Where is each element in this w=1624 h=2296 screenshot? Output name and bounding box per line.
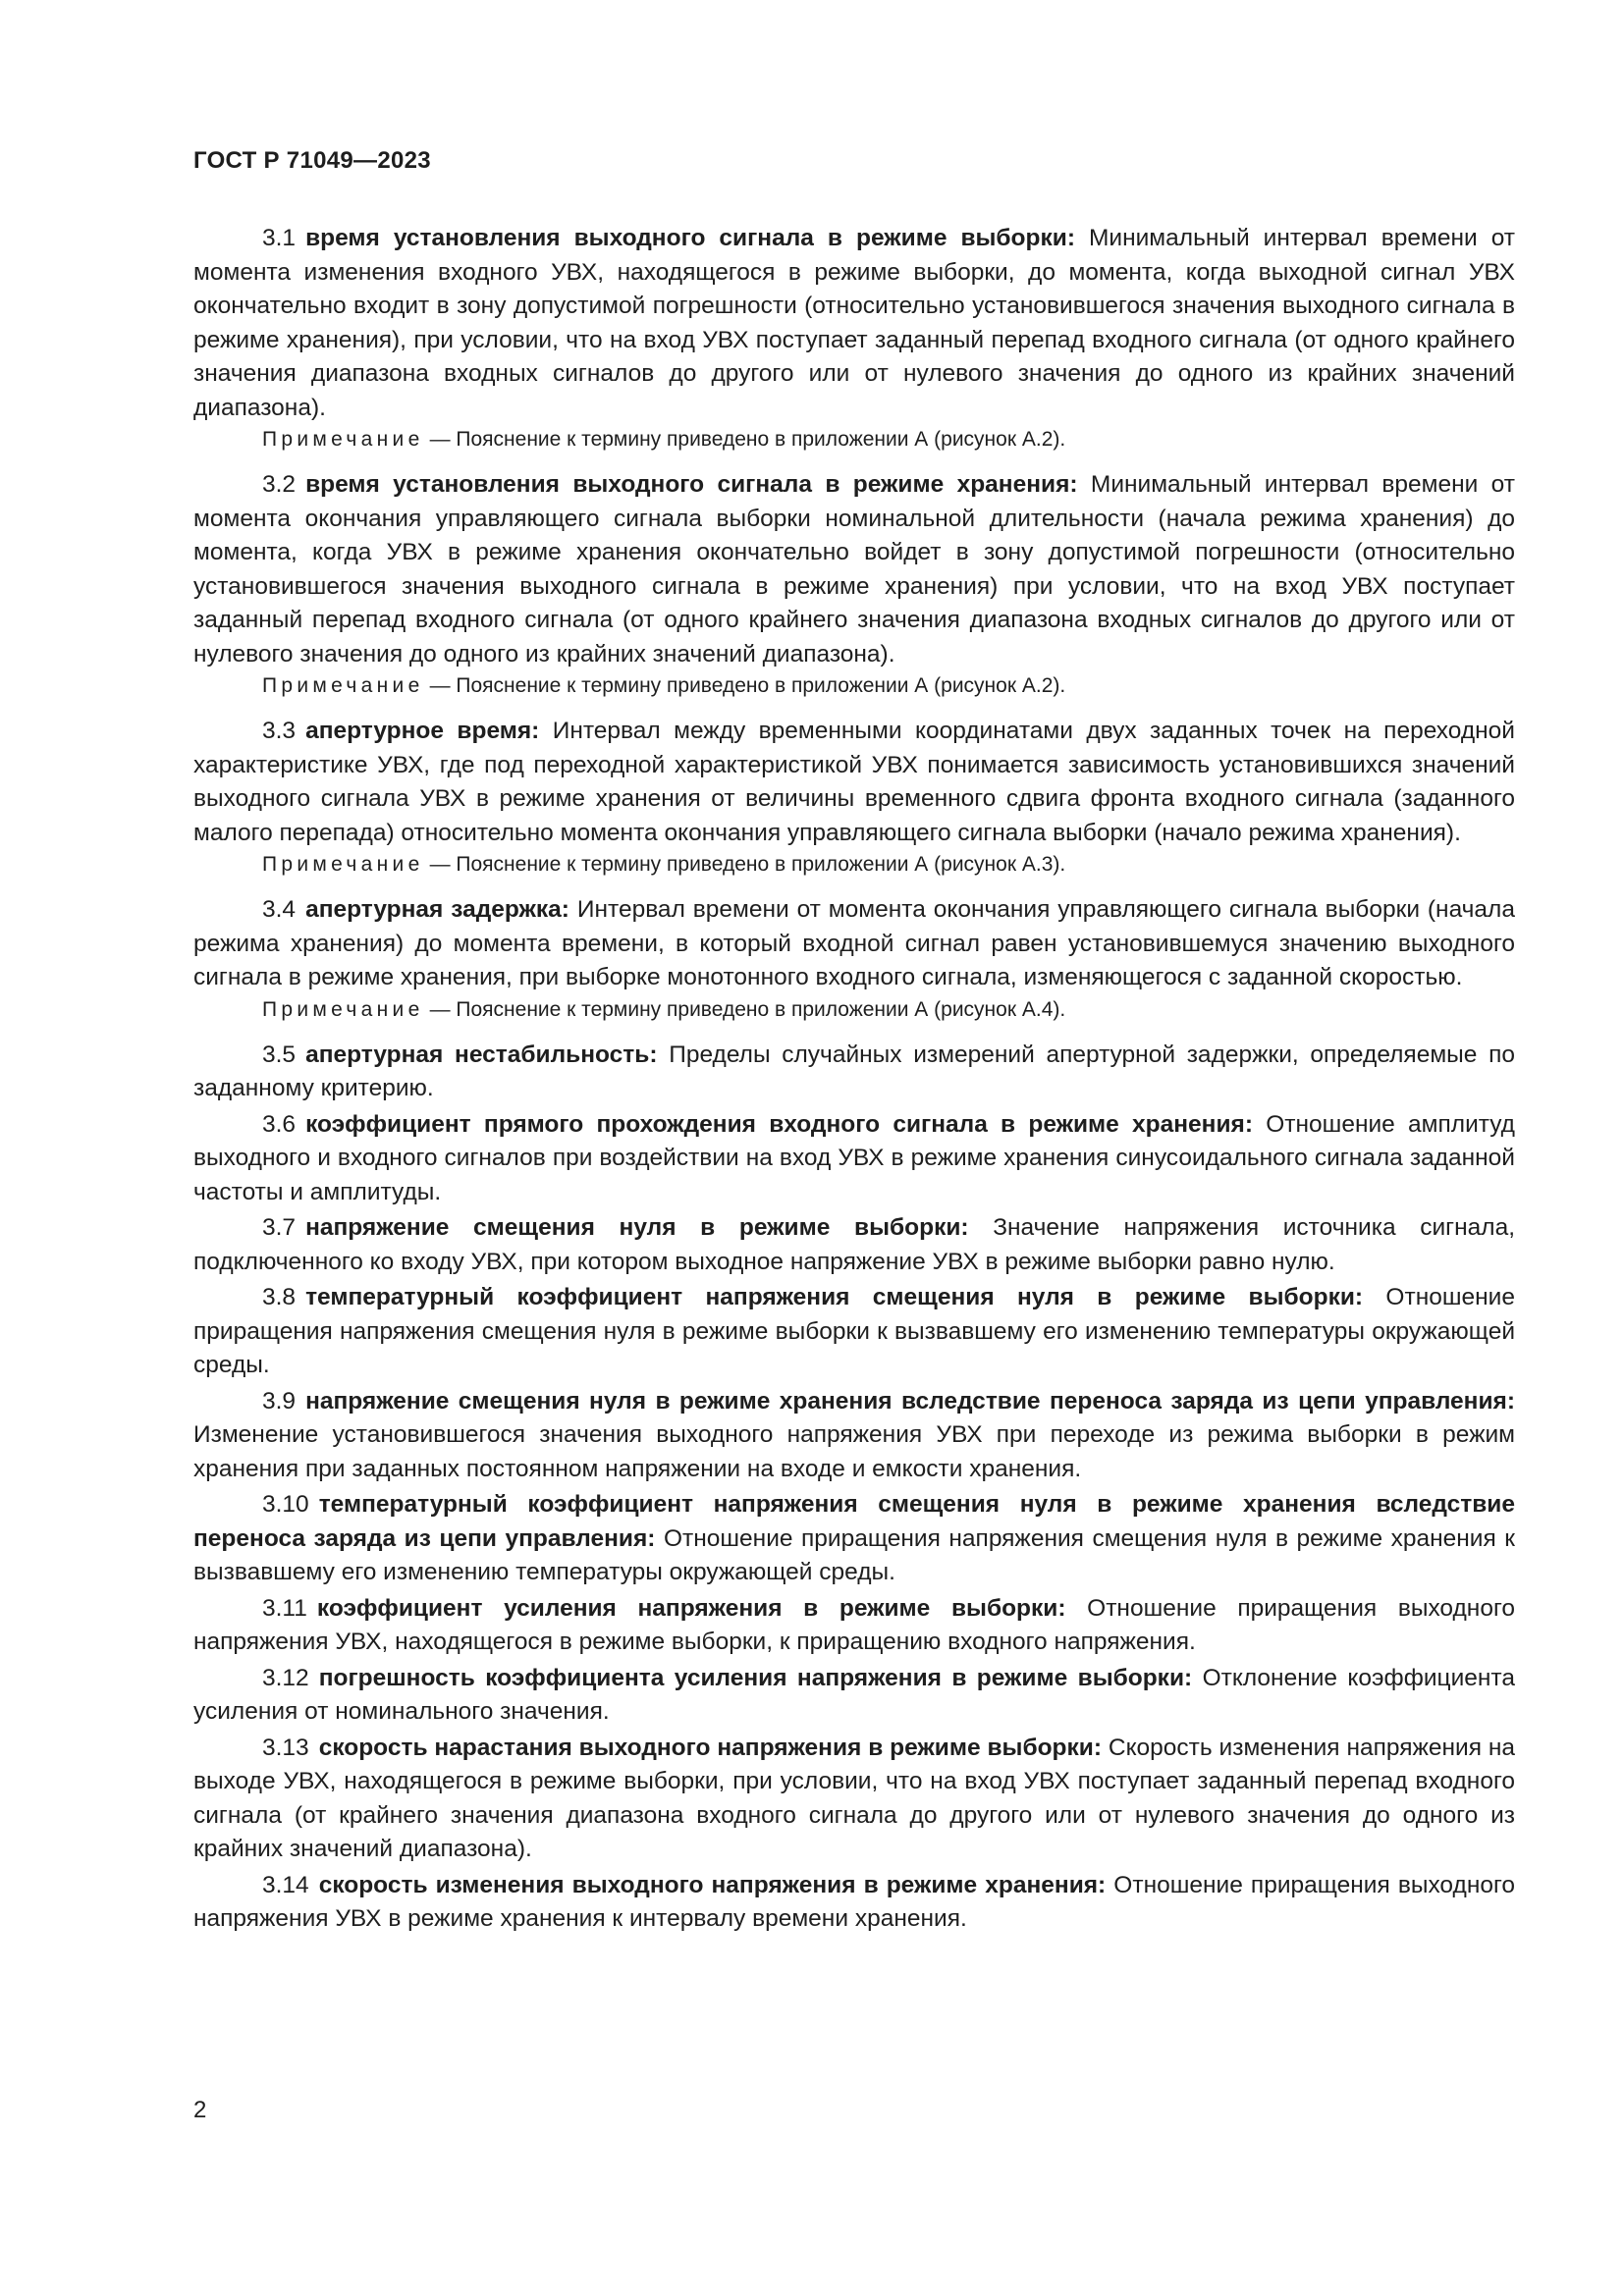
term-definition: Скорость изменения напряжения на выходе УВХ, находящегося в режиме выборки, при условии, что на вход УВХ поступает заданный перепад входного сигнала (от крайнего значения диапазона входного сигнала до другого или от нулевого значения до одного из крайних значений диапазона). — [193, 1734, 1516, 1862]
term-number: 3.1 — [262, 225, 297, 251]
term-name: апертурная задержка: — [305, 896, 569, 923]
term-3-10 — [193, 1488, 1515, 1590]
term-number: 3.9 — [262, 1387, 297, 1415]
term-note — [193, 671, 1515, 701]
term-name: скорость нарастания выходного напряжения в режиме выборки: — [318, 1734, 1102, 1761]
term-definition: Отношение амплитуд выходного и входного сигналов при воздействии на вход УВХ в режиме хранения синусоидального сигнала заданной частоты и амплитуды. — [193, 1110, 1515, 1205]
term-number: 3.13 — [262, 1734, 309, 1761]
term-definition: Отношение приращения напряжения смещения нуля в режиме хранения к вызвавшему его изменению температуры окружающей среды. — [193, 1524, 1515, 1585]
term-3-1 — [193, 222, 1515, 425]
term-definition: Отклонение коэффициента усиления от номинального значения. — [193, 1664, 1516, 1725]
term-name: напряжение смещения нуля в режиме выборки: — [305, 1214, 969, 1241]
term-3-11 — [193, 1592, 1515, 1660]
term-number: 3.11 — [262, 1594, 307, 1622]
term-name: температурный коэффициент напряжения смещения нуля в режиме хранения вследствие переноса заряда из цепи управления: — [193, 1491, 1515, 1552]
term-3-3 — [193, 715, 1515, 850]
term-number: 3.14 — [262, 1871, 309, 1898]
term-number: 3.4 — [262, 896, 297, 923]
term-definition: Отношение приращения напряжения смещения нуля в режиме выборки к вызвавшему его изменению температуры окружающей среды. — [193, 1284, 1515, 1378]
term-3-12 — [193, 1662, 1515, 1730]
term-name: напряжение смещения нуля в режиме хранения вследствие переноса заряда из цепи управления: — [305, 1387, 1515, 1415]
term-definition: Отношение приращения выходного напряжения УВХ в режиме хранения к интервалу времени хранения. — [193, 1871, 1515, 1932]
term-definition: Минимальный интервал времени от момента изменения входного УВХ, находящегося в режиме выборки, до момента, когда выходной сигнал УВХ окончательно входит в зону допустимой погрешности (относительно установившегося значения выходного сигнала в режиме хранения), при условии, что на вход УВХ поступает заданный перепад входного сигнала (от одного крайнего значения диапазона входных сигналов до другого или от нулевого значения до одного из крайних значений диапазона). — [193, 225, 1515, 421]
term-number: 3.7 — [262, 1214, 297, 1241]
note-label: Примечание — [262, 428, 424, 451]
term-note — [193, 850, 1515, 880]
term-note — [193, 995, 1515, 1025]
terms-section — [193, 222, 1515, 1939]
term-note — [193, 425, 1515, 454]
term-name: температурный коэффициент напряжения смещения нуля в режиме выборки: — [305, 1284, 1364, 1310]
term-name: коэффициент прямого прохождения входного сигнала в режиме хранения: — [305, 1110, 1253, 1138]
note-label: Примечание — [262, 853, 424, 876]
term-name: коэффициент усиления напряжения в режиме выборки: — [316, 1594, 1066, 1622]
term-3-13 — [193, 1732, 1515, 1867]
term-definition: Отношение приращения выходного напряжения УВХ, находящегося в режиме выборки, к приращению входного напряжения. — [193, 1594, 1515, 1655]
term-3-4 — [193, 893, 1515, 995]
term-name: время установления выходного сигнала в режиме хранения: — [305, 471, 1078, 498]
term-3-2 — [193, 468, 1515, 671]
term-number: 3.5 — [262, 1041, 297, 1068]
term-definition: Интервал между временными координатами двух заданных точек на переходной характеристике УВХ, где под переходной характеристикой УВХ понимается зависимость установившихся значений выходного сигнала УВХ в режиме хранения от величины временного сдвига фронта входного сигнала (заданного малого перепада) относительно момента окончания управляющего сигнала выборки (начало режима хранения). — [193, 718, 1515, 846]
note-text: — Пояснение к термину приведено в приложении А (рисунок А.3). — [429, 853, 1066, 876]
term-3-6 — [193, 1108, 1515, 1210]
term-number: 3.10 — [262, 1491, 309, 1518]
term-number: 3.6 — [262, 1110, 297, 1138]
term-definition: Значение напряжения источника сигнала, подключенного ко входу УВХ, при котором выходное напряжение УВХ в режиме выборки равно нулю. — [193, 1214, 1516, 1275]
term-3-9 — [193, 1385, 1515, 1487]
term-name: апертурная нестабильность: — [305, 1041, 658, 1068]
term-definition: Пределы случайных измерений апертурной задержки, определяемые по заданному критерию. — [193, 1041, 1515, 1101]
term-number: 3.12 — [262, 1664, 309, 1691]
term-3-7 — [193, 1211, 1515, 1279]
document-id-header: ГОСТ Р 71049—2023 — [193, 147, 431, 174]
term-name: время установления выходного сигнала в режиме выборки: — [305, 225, 1075, 251]
note-text: — Пояснение к термину приведено в приложении А (рисунок А.4). — [429, 997, 1066, 1021]
term-3-14 — [193, 1869, 1515, 1937]
term-number: 3.3 — [262, 718, 297, 744]
term-3-5 — [193, 1039, 1515, 1106]
term-name: апертурное время: — [305, 718, 540, 744]
note-text: — Пояснение к термину приведено в приложении А (рисунок А.2). — [429, 674, 1066, 697]
note-text: — Пояснение к термину приведено в приложении А (рисунок А.2). — [429, 428, 1066, 451]
page-number: 2 — [193, 2097, 207, 2123]
term-definition: Интервал времени от момента окончания управляющего сигнала выборки (начала режима хранения) до момента времени, в который входной сигнал равен установившемуся значению выходного сигнала в режиме хранения, при выборке монотонного входного сигнала, изменяющегося с заданной скоростью. — [193, 896, 1515, 990]
note-label: Примечание — [262, 997, 424, 1021]
term-definition: Изменение установившегося значения выходного напряжения УВХ при переходе из режима выборки в режим хранения при заданных постоянном напряжении на входе и емкости хранения. — [193, 1421, 1515, 1482]
term-definition: Минимальный интервал времени от момента окончания управляющего сигнала выборки номинальной длительности (начала режима хранения) до момента, когда УВХ в режиме хранения окончательно войдет в зону допустимой погрешности (относительно установившегося значения выходного сигнала в режиме хранения) при условии, что на вход УВХ поступает заданный перепад входного сигнала (от одного крайнего значения диапазона входных сигналов до другого или от нулевого значения до одного из крайних значений диапазона). — [193, 471, 1515, 667]
term-3-8 — [193, 1281, 1515, 1383]
term-number: 3.8 — [262, 1284, 297, 1310]
term-number: 3.2 — [262, 471, 297, 498]
term-name: скорость изменения выходного напряжения в режиме хранения: — [318, 1871, 1107, 1898]
term-name: погрешность коэффициента усиления напряжения в режиме выборки: — [318, 1664, 1193, 1691]
note-label: Примечание — [262, 674, 424, 697]
